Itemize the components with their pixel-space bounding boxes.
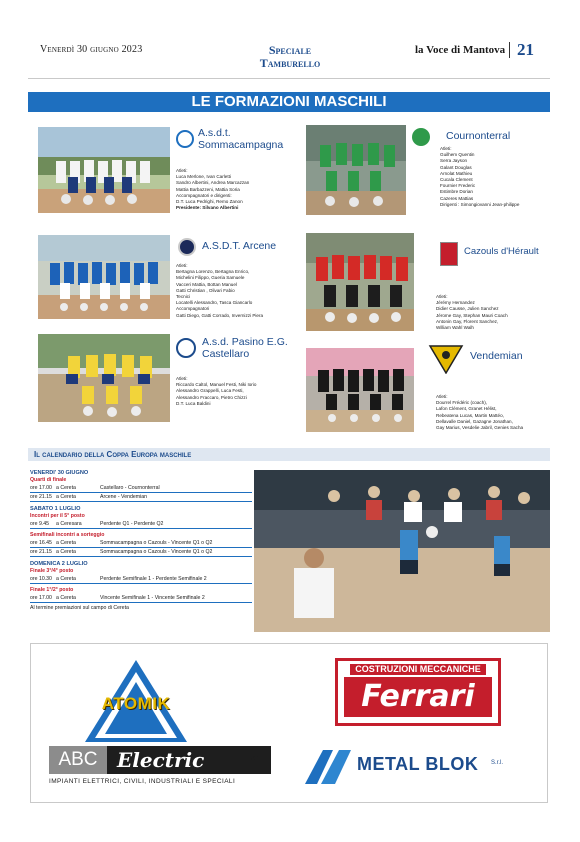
roster-pasino — [176, 376, 304, 407]
roster-line: Sandro Albertini, Andrea Marcazzan — [176, 180, 250, 186]
ferrari-logo-text: Ferrari — [344, 677, 492, 717]
electric-srl: srl — [250, 753, 261, 762]
team-photo-pasino — [38, 334, 170, 422]
match-place: a Cereta — [56, 549, 76, 555]
calendar-title: Il calendario della Coppa Europa maschile — [28, 448, 550, 461]
calendar-subtitle: Semifinali incontri a sorteggio — [30, 532, 105, 538]
roster-vendemian — [436, 394, 548, 431]
calendar-subtitle: Finale 3°/4° posto — [30, 568, 74, 574]
roster-line: Luca Merlone, Ivan Carletti — [176, 174, 231, 180]
match-teams: Arcene - Vendemian — [100, 494, 148, 500]
roster-line: Serra Jayson — [440, 158, 468, 164]
roster-line: Michelini Filippo, Gueria Samuele — [176, 275, 245, 281]
section-title-line2: Tamburello — [259, 56, 321, 70]
metal-blok-srl: S.r.l. — [491, 760, 504, 766]
calendar-day: VENERDI' 30 GIUGNO — [30, 470, 89, 476]
roster-line: Accompagnatori — [176, 306, 210, 312]
roster-line: Accompagnatori e dirigenti: — [176, 192, 232, 198]
roster-line: Atleti: — [176, 376, 188, 381]
calendar-row — [30, 594, 252, 603]
arcene-logo — [178, 238, 196, 256]
section-banner: LE FORMAZIONI MASCHILI — [28, 92, 550, 112]
roster-cournonterral — [440, 146, 548, 208]
electric-logo-text — [107, 746, 271, 774]
match-time: ore 9.45 — [30, 521, 50, 527]
match-time: ore 10.30 — [30, 576, 52, 582]
section-title-line1: Speciale — [268, 43, 312, 57]
match-time: ore 16.45 — [30, 540, 52, 546]
match-teams: Castellaro - Cournonterral — [100, 485, 160, 491]
calendar-row — [30, 539, 252, 548]
electric-name: Electric — [117, 748, 205, 772]
calendar-day: SABATO 1 LUGLIO — [30, 506, 81, 512]
match-place: a Cereta — [56, 485, 76, 491]
roster-line: Dellavalle Daniel, Gazagne Jonathan, — [436, 418, 513, 424]
roster-line: Atleti: — [440, 146, 452, 151]
ferrari-tagline: COSTRUZIONI MECCANICHE — [350, 664, 486, 675]
match-place: a Cereta — [56, 576, 76, 582]
roster-line: Gay Marius, Vesdelie Jabril, Genies Sacha — [436, 425, 524, 431]
roster-cazouls — [436, 294, 548, 331]
calendar-footer: Al termine premiazioni sul campo di Cereta — [30, 605, 129, 611]
roster-line: Didier Causse, Julien Sanchez — [436, 306, 499, 312]
roster-line: Jérémy Hernandez — [436, 300, 475, 306]
roster-line: Alessandro Grappelli, Luca Festi, — [176, 388, 244, 394]
roster-line: Gatti Christian , Olivari Fabio — [176, 287, 235, 293]
team-photo-sommacampagna — [38, 127, 170, 213]
roster-line: Gatti Diego, Gatti Corrado, Invernizzi Piera — [176, 312, 264, 318]
calendar-subtitle: Quarti di finale — [30, 477, 67, 483]
roster-line: Atleti: — [176, 263, 188, 268]
team-photo-arcene — [38, 235, 170, 319]
header-rule — [28, 78, 550, 79]
team-photo-cournonterral — [306, 125, 406, 215]
match-teams: Perdente Semifinale 1 - Perdente Semifinale 2 — [100, 576, 207, 582]
roster-line: Antonin Gay, Florent Sanchez, — [436, 318, 499, 324]
calendar-row — [30, 548, 252, 557]
roster-arcene — [176, 263, 306, 319]
roster-line: Tecnici — [176, 294, 191, 300]
team-name-vendemian: Vendemian — [470, 350, 523, 362]
metal-blok-mark-icon — [303, 746, 355, 786]
roster-line: Mattia Barbazzeni, Mattia Soria — [176, 186, 240, 192]
cournonterral-logo — [412, 128, 430, 146]
match-place: a Ceresara — [56, 521, 82, 527]
abc-electric-ad — [49, 746, 271, 790]
roster-line: Bertagna Lorenzo, Bertagna Enrico, — [176, 269, 250, 275]
roster-line: Riccardo Caltol, Manuel Festi, Niki Iorio — [176, 382, 257, 388]
match-place: a Cereta — [56, 540, 76, 546]
roster-sommacampagna — [176, 168, 302, 211]
team-name-arcene: A.S.D.T. Arcene — [202, 240, 277, 252]
roster-line: D.T. Luca Baldini — [176, 400, 211, 406]
team-photo-cazouls — [306, 233, 414, 331]
metal-blok-ad — [303, 744, 529, 790]
roster-line: William Wahl Walh — [436, 325, 474, 331]
calendar-row — [30, 575, 252, 584]
calendar-row — [30, 493, 252, 502]
match-place: a Cereta — [56, 494, 76, 500]
team-name-pasino: A.s.d. Pasino E.G. Castellaro — [202, 336, 288, 360]
page-number: 21 — [517, 40, 534, 59]
calendar-subtitle: Incontri per il 5° posto — [30, 513, 85, 519]
roster-line: D.T. Luca Pedrighi, Remo Zanon — [176, 199, 243, 205]
roster-line: Guilhem Quentin — [440, 152, 475, 158]
match-teams: Sommacampagna o Cazouls - Vincente Q1 o Q2 — [100, 549, 213, 555]
atomik-ad — [81, 658, 191, 744]
roster-line: Locatelli Alessandro, Tasca Giancarlo — [176, 300, 253, 306]
match-time: ore 21.15 — [30, 549, 52, 555]
roster-line: Arnolat Mathieu — [440, 170, 473, 176]
roster-line: Atleti: — [176, 168, 188, 173]
metal-blok-logo-text: METAL BLOK — [357, 754, 479, 774]
roster-line: Fournier Frederic — [440, 183, 476, 189]
electric-tagline: IMPIANTI ELETTRICI, CIVILI, INDUSTRIALI E SPECIALI — [49, 778, 236, 785]
team-name-cournonterral: Cournonterral — [446, 130, 511, 142]
roster-line: Presidente: Silvano Albertini — [176, 205, 239, 211]
atomik-logo-text: ATOMIK — [101, 694, 171, 713]
roster-line: Jérome Gay, Stephan Mauri Coach — [436, 312, 508, 318]
roster-line: Cucala Clement — [440, 177, 473, 183]
match-place: a Cereta — [56, 595, 76, 601]
header-separator — [509, 42, 510, 58]
roster-line: Alessandro Fraccaro, Pietro Chizzi — [176, 394, 247, 400]
calendar-day: DOMENICA 2 LUGLIO — [30, 561, 88, 567]
match-time: ore 17.00 — [30, 595, 52, 601]
calendar-row — [30, 484, 252, 493]
roster-line: Atleti: — [436, 294, 448, 299]
roster-line: Atleti: — [436, 394, 448, 399]
match-teams: Perdente Q1 - Perdente Q2 — [100, 521, 164, 527]
vendemian-logo — [428, 344, 464, 374]
action-photo — [254, 470, 550, 632]
match-teams: Vincente Semifinale 1 - Vincente Semifinale 2 — [100, 595, 205, 601]
ferrari-ad — [335, 658, 501, 726]
roster-line: Cazeres Mattias — [440, 195, 474, 201]
roster-line: Estimbre Dorian — [440, 189, 473, 195]
team-name-cazouls: Cazouls d'Hérault — [464, 246, 539, 257]
pasino-logo — [176, 338, 196, 358]
calendar-subtitle: Finale 1°/2° posto — [30, 587, 74, 593]
roster-line: Galant Douglas — [440, 164, 472, 170]
calendar-row — [30, 520, 252, 529]
roster-line: Vacceri Mattia, Bottan Manuel — [176, 281, 237, 287]
section-title — [220, 44, 360, 70]
roster-line: Lafon Clément, Granet Hélist, — [436, 406, 497, 412]
team-name-sommacampagna: A.s.d.t. Sommacampagna — [198, 127, 284, 151]
roster-line: Rebeatena Lucas, Martin Mattéo, — [436, 412, 504, 418]
roster-line: Dourrel Frédéric (coach), — [436, 400, 488, 406]
abc-logo-text: ABC — [49, 746, 107, 774]
cazouls-logo — [440, 242, 458, 266]
sommacampagna-logo — [176, 130, 194, 148]
page-date: Venerdì 30 giugno 2023 — [40, 44, 143, 55]
sponsor-box — [30, 643, 548, 803]
match-time: ore 21.15 — [30, 494, 52, 500]
calendar-list — [30, 466, 252, 612]
newspaper-name: la Voce di Mantova — [415, 44, 506, 56]
match-teams: Sommacampagna o Cazouls - Vincente Q1 o Q2 — [100, 540, 213, 546]
roster-line: Dirigenti : Simongiovanni Jean-philippe — [440, 201, 520, 207]
team-photo-vendemian — [306, 348, 414, 432]
match-time: ore 17.00 — [30, 485, 52, 491]
